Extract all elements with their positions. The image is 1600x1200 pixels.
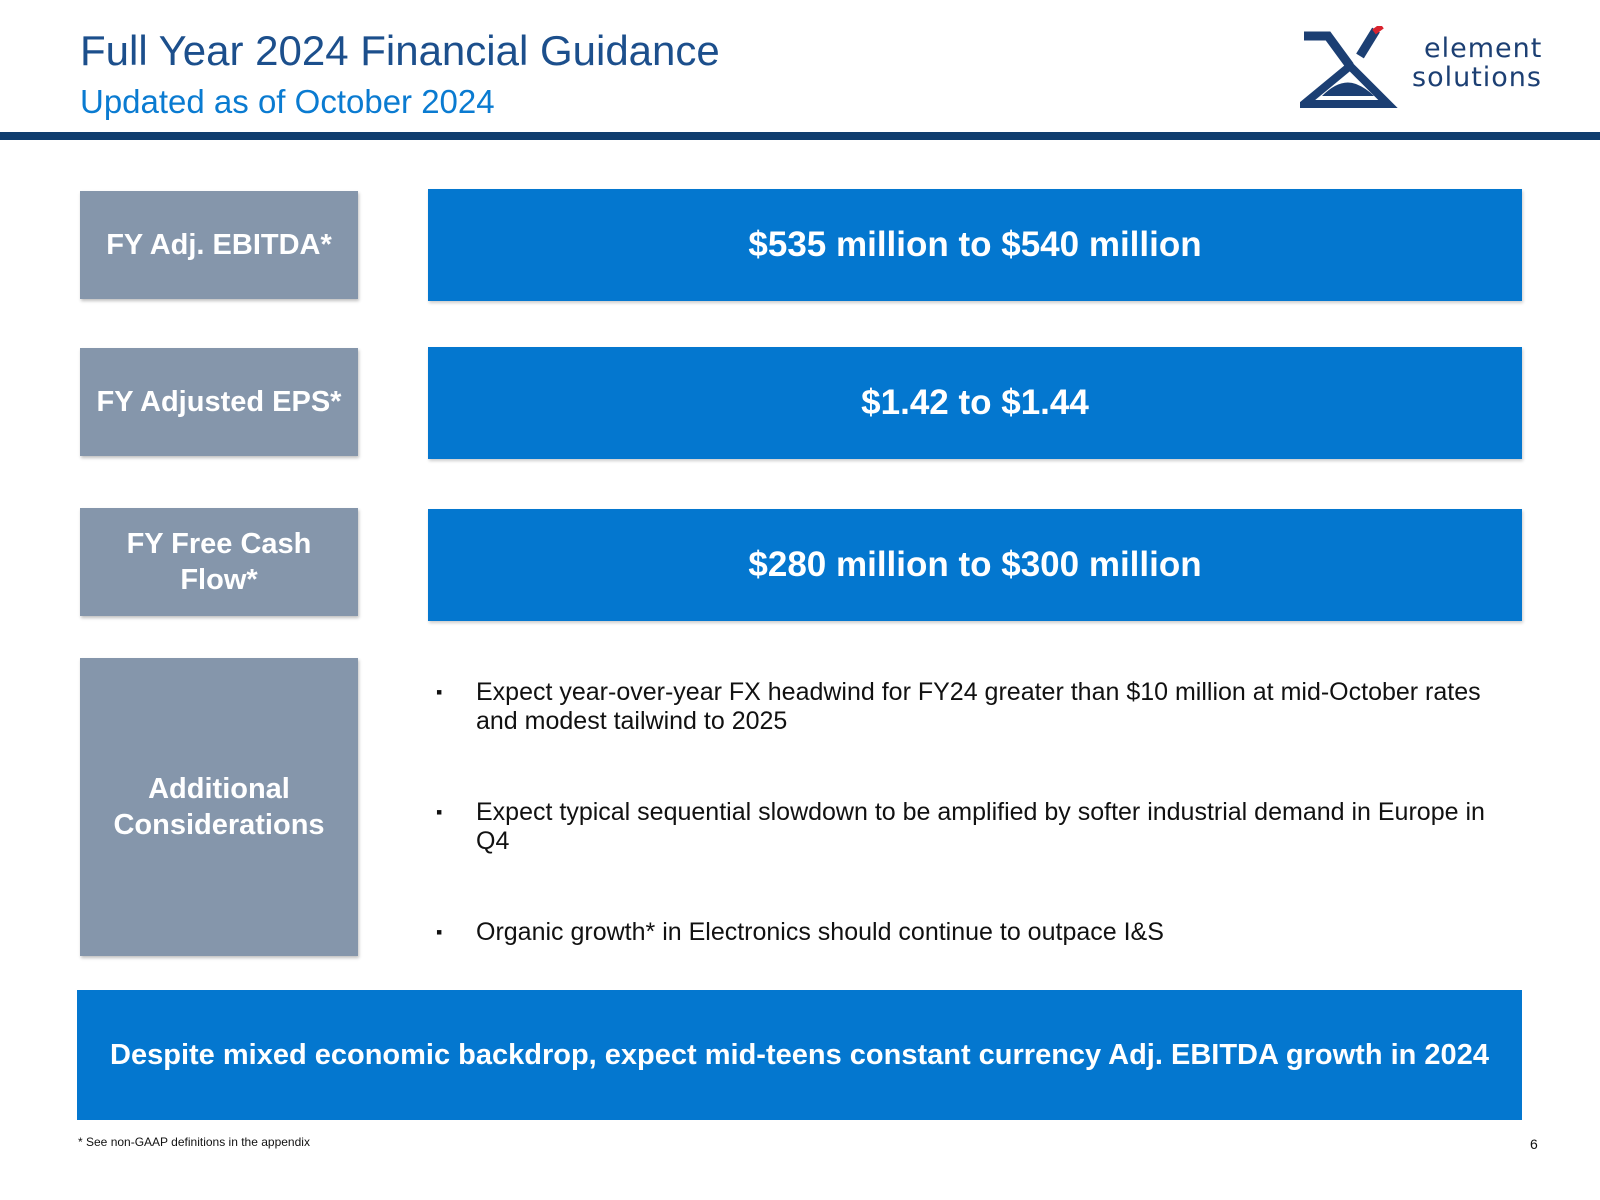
header-divider [0,132,1600,140]
consideration-text: Expect year-over-year FX headwind for FY24 greater than $10 million at mid-October rates and modest tailwind to 2025 [476,678,1481,735]
company-logo [1300,26,1560,110]
value-adj-ebitda: $535 million to $540 million [428,189,1522,301]
list-item [428,798,1522,856]
considerations-list [428,678,1522,1009]
label-adjusted-eps: FY Adjusted EPS* [80,348,358,456]
logo-text-line2: solutions [1412,62,1542,93]
list-item [428,678,1522,736]
footnote: * See non-GAAP definitions in the appendix [78,1135,310,1149]
page-title: Full Year 2024 Financial Guidance [80,27,720,74]
logo-text-line1: element [1424,33,1543,64]
bullet-square-icon: ▪ [436,922,443,942]
bullet-square-icon: ▪ [436,802,443,822]
label-adj-ebitda: FY Adj. EBITDA* [80,191,358,299]
value-free-cash-flow: $280 million to $300 million [428,509,1522,621]
consideration-text: Expect typical sequential slowdown to be amplified by softer industrial demand in Europe in Q4 [476,798,1485,855]
element-solutions-logo-icon [1300,26,1400,110]
page-number: 6 [1530,1136,1538,1152]
list-item [428,918,1522,947]
summary-banner: Despite mixed economic backdrop, expect mid-teens constant currency Adj. EBITDA growth in 2024 [77,990,1522,1120]
label-additional-considerations: Additional Considerations [80,658,358,956]
page-subtitle: Updated as of October 2024 [80,83,495,120]
value-adjusted-eps: $1.42 to $1.44 [428,347,1522,459]
label-free-cash-flow: FY Free Cash Flow* [80,508,358,616]
bullet-square-icon: ▪ [436,682,443,702]
consideration-text: Organic growth* in Electronics should continue to outpace I&S [476,918,1164,946]
